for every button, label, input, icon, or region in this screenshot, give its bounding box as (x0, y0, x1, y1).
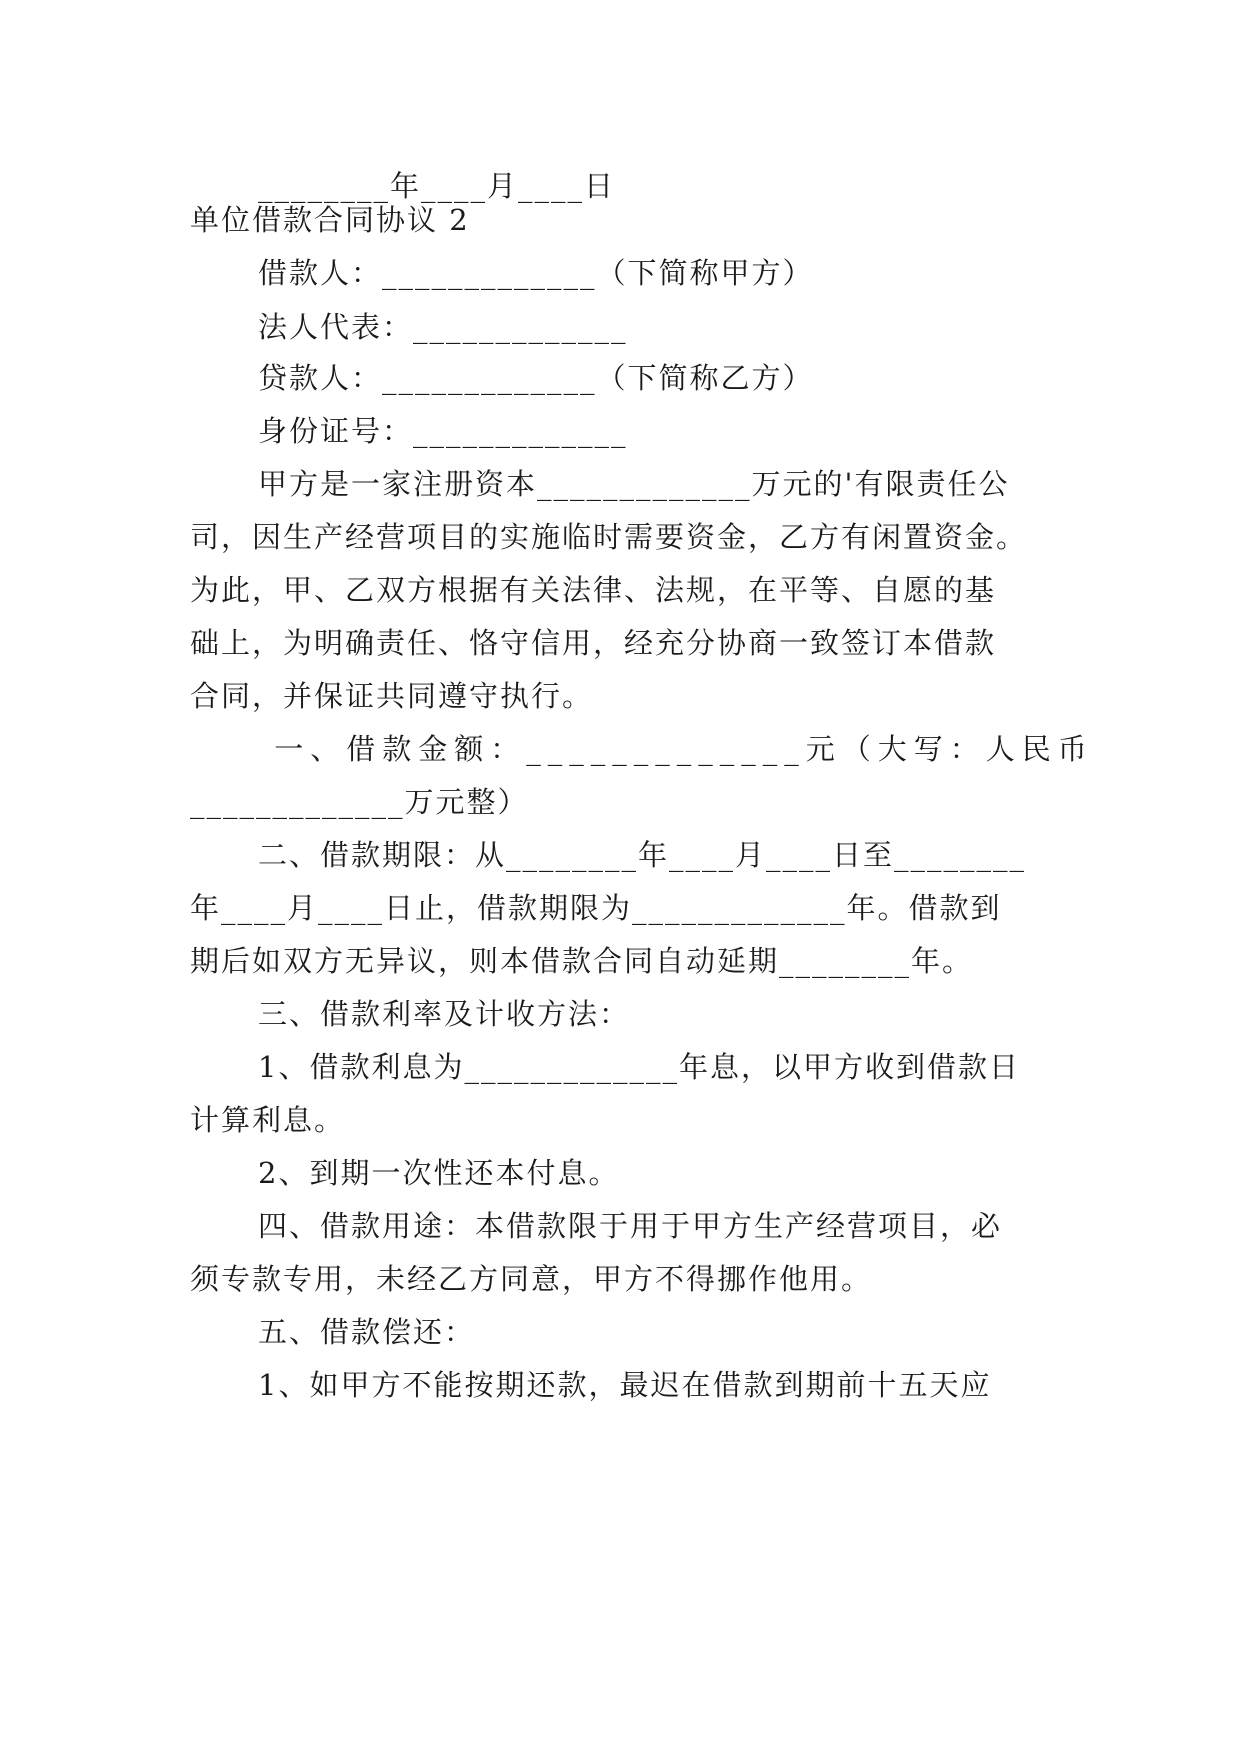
paragraph-line: _____________万元整） (190, 785, 529, 819)
paragraph-line: 为此，甲、乙双方根据有关法律、法规，在平等、自愿的基 (190, 573, 997, 607)
clause-loan-amount: 一、借款金额：_____________元（大写：人民币 (258, 732, 1094, 766)
date-line: ________年____月____日 (258, 169, 616, 203)
paragraph-line: 础上，为明确责任、恪守信用，经充分协商一致签订本借款 (190, 626, 997, 660)
lender-field: 贷款人：_____________（下简称乙方） (258, 361, 814, 395)
clause-loan-term: 二、借款期限：从________年____月____日至________ (258, 838, 1027, 872)
paragraph-line: 计算利息。 (190, 1103, 346, 1137)
paragraph-line: 甲方是一家注册资本_____________万元的'有限责任公 (258, 467, 1010, 501)
id-number-field: 身份证号：_____________ (258, 414, 628, 448)
paragraph-line: 1、如甲方不能按期还款，最迟在借款到期前十五天应 (258, 1368, 992, 1402)
paragraph-line: 司，因生产经营项目的实施临时需要资金，乙方有闲置资金。 (190, 520, 1028, 554)
paragraph-line: 1、借款利息为_____________年息，以甲方收到借款日 (258, 1050, 1020, 1084)
clause-repayment: 五、借款偿还： (258, 1315, 476, 1349)
paragraph-line: 期后如双方无异议，则本借款合同自动延期________年。 (190, 944, 974, 978)
document-title: 单位借款合同协议 2 (190, 203, 470, 237)
legal-representative-field: 法人代表：_____________ (258, 310, 628, 344)
clause-interest: 三、借款利率及计收方法： (258, 997, 631, 1031)
clause-loan-purpose: 四、借款用途：本借款限于用于甲方生产经营项目，必 (258, 1209, 1003, 1243)
paragraph-line: 年____月____日止，借款期限为_____________年。借款到 (190, 891, 1002, 925)
borrower-field: 借款人：_____________（下简称甲方） (258, 256, 814, 290)
paragraph-line: 2、到期一次性还本付息。 (258, 1156, 620, 1190)
paragraph-line: 须专款专用，未经乙方同意，甲方不得挪作他用。 (190, 1262, 873, 1296)
paragraph-line: 合同，并保证共同遵守执行。 (190, 679, 594, 713)
